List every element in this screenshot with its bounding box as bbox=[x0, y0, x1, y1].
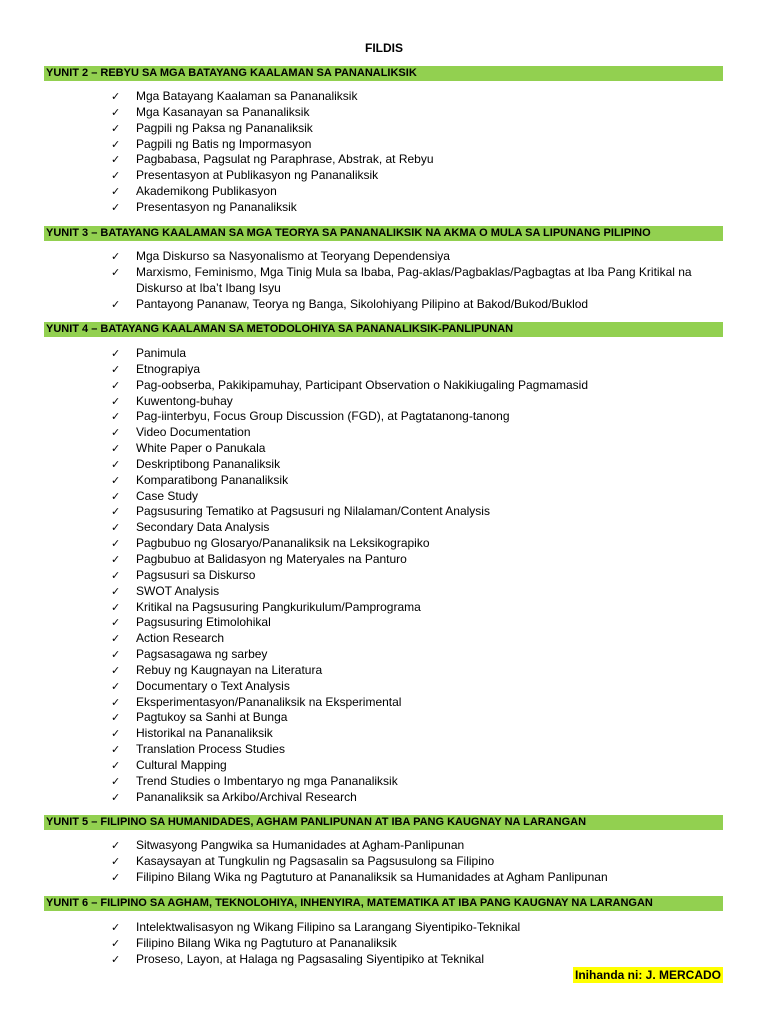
list-item-label: White Paper o Panukala bbox=[136, 441, 266, 456]
list-item-label: Deskriptibong Pananaliksik bbox=[136, 456, 281, 471]
list-item bbox=[111, 758, 723, 774]
checkmark-icon: ✓ bbox=[111, 663, 121, 677]
checkmark-icon: ✓ bbox=[111, 394, 121, 408]
list-item-label: Kasaysayan at Tungkulin ng Pagsasalin sa Pagsusulong sa Filipino bbox=[136, 853, 495, 868]
list-item bbox=[111, 663, 723, 679]
list-item-label: Etnograpiya bbox=[136, 361, 201, 376]
list-item bbox=[111, 249, 723, 265]
list-item-label: Sitwasyong Pangwika sa Humanidades at Agham-Panlipunan bbox=[136, 838, 465, 852]
list-item bbox=[111, 710, 723, 726]
list-item bbox=[111, 679, 723, 695]
list-item-label: Presentasyon at Publikasyon ng Pananaliksik bbox=[136, 168, 379, 183]
list-item-label: Kritikal na Pagsusuring Pangkurikulum/Pamprograma bbox=[136, 599, 421, 614]
list-item bbox=[111, 790, 723, 806]
checkmark-icon: ✓ bbox=[111, 711, 121, 725]
list-item-label: Pagsusuring Etimolohikal bbox=[136, 615, 271, 630]
list-item bbox=[111, 297, 723, 313]
list-item bbox=[111, 838, 723, 854]
list-item-label: Pagbubuo ng Glosaryo/Pananaliksik na Leksikograpiko bbox=[136, 536, 430, 551]
checkmark-icon: ✓ bbox=[111, 952, 121, 966]
list-item-label: SWOT Analysis bbox=[136, 583, 220, 598]
list-item bbox=[111, 631, 723, 647]
list-item bbox=[111, 89, 723, 105]
checkmark-icon: ✓ bbox=[111, 347, 121, 360]
checkmark-icon: ✓ bbox=[111, 679, 121, 693]
list-item-label: Pagsasagawa ng sarbey bbox=[136, 647, 268, 662]
checkmark-icon: ✓ bbox=[111, 921, 121, 934]
checkmark-icon: ✓ bbox=[111, 854, 121, 868]
list-item bbox=[111, 265, 723, 297]
list-item bbox=[111, 152, 723, 168]
list-item-label: Mga Batayang Kaalaman sa Pananaliksik bbox=[136, 89, 358, 103]
list-item-label: Panimula bbox=[136, 346, 187, 360]
list-item bbox=[111, 774, 723, 790]
checkmark-icon: ✓ bbox=[111, 521, 121, 535]
list-item-label: Pagpili ng Batis ng Impormasyon bbox=[136, 136, 312, 151]
list-item-label: Mga Diskurso sa Nasyonalismo at Teoryang Dependensiya bbox=[136, 249, 450, 263]
list-item bbox=[111, 489, 723, 505]
checkmark-icon: ✓ bbox=[111, 169, 121, 183]
checkmark-icon: ✓ bbox=[111, 695, 121, 709]
unit-4-list bbox=[111, 346, 723, 805]
list-item bbox=[111, 457, 723, 473]
unit-5-header: YUNIT 5 – FILIPINO SA HUMANIDADES, AGHAM PANLIPUNAN AT IBA PANG KAUGNAY NA LARANGAN bbox=[44, 815, 723, 830]
prepared-by-note: Inihanda ni: J. MERCADO bbox=[574, 968, 721, 982]
list-item-label: Cultural Mapping bbox=[136, 757, 227, 772]
checkmark-icon: ✓ bbox=[111, 426, 121, 440]
list-item-label: Komparatibong Pananaliksik bbox=[136, 472, 289, 487]
checkmark-icon: ✓ bbox=[111, 936, 121, 950]
list-item-label: Pag-iinterbyu, Focus Group Discussion (FGD), at Pagtatanong-tanong bbox=[136, 409, 510, 424]
checkmark-icon: ✓ bbox=[111, 457, 121, 471]
list-item bbox=[111, 952, 723, 968]
list-item bbox=[111, 600, 723, 616]
checkmark-icon: ✓ bbox=[111, 568, 121, 582]
list-item bbox=[111, 504, 723, 520]
checkmark-icon: ✓ bbox=[111, 153, 121, 167]
list-item bbox=[111, 346, 723, 362]
checkmark-icon: ✓ bbox=[111, 489, 121, 503]
list-item bbox=[111, 473, 723, 489]
checkmark-icon: ✓ bbox=[111, 265, 121, 279]
list-item bbox=[111, 409, 723, 425]
list-item-label: Historikal na Pananaliksik bbox=[136, 726, 273, 741]
checkmark-icon: ✓ bbox=[111, 105, 121, 119]
checkmark-icon: ✓ bbox=[111, 743, 121, 757]
list-item-label: Video Documentation bbox=[136, 425, 251, 440]
list-item bbox=[111, 870, 723, 886]
checkmark-icon: ✓ bbox=[111, 648, 121, 662]
list-item bbox=[111, 520, 723, 536]
list-item-label: Translation Process Studies bbox=[136, 742, 285, 757]
list-item bbox=[111, 568, 723, 584]
list-item-label: Case Study bbox=[136, 488, 199, 503]
list-item bbox=[111, 695, 723, 711]
unit-2-header: YUNIT 2 – REBYU SA MGA BATAYANG KAALAMAN SA PANANALIKSIK bbox=[44, 66, 723, 81]
checkmark-icon: ✓ bbox=[111, 442, 121, 456]
list-item bbox=[111, 854, 723, 870]
unit-6-list bbox=[111, 920, 723, 968]
list-item bbox=[111, 168, 723, 184]
list-item-label: Pagbubuo at Balidasyon ng Materyales na Panturo bbox=[136, 551, 407, 566]
checkmark-icon: ✓ bbox=[111, 600, 121, 614]
list-item bbox=[111, 615, 723, 631]
list-item bbox=[111, 425, 723, 441]
list-item-label: Intelektwalisasyon ng Wikang Filipino sa Larangang Siyentipiko-Teknikal bbox=[136, 920, 521, 934]
list-item bbox=[111, 936, 723, 952]
checkmark-icon: ✓ bbox=[111, 90, 121, 103]
list-item-label: Pananaliksik sa Arkibo/Archival Research bbox=[136, 789, 357, 804]
checkmark-icon: ✓ bbox=[111, 616, 121, 630]
list-item bbox=[111, 920, 723, 936]
list-item-label: Eksperimentasyon/Pananaliksik na Eksperimental bbox=[136, 694, 402, 709]
checkmark-icon: ✓ bbox=[111, 727, 121, 741]
list-item-label: Pag-oobserba, Pakikipamuhay, Participant Observation o Nakikiugaling Pagmamasid bbox=[136, 377, 589, 392]
checkmark-icon: ✓ bbox=[111, 774, 121, 788]
checkmark-icon: ✓ bbox=[111, 250, 121, 263]
list-item-label: Secondary Data Analysis bbox=[136, 520, 270, 535]
list-item-label: Presentasyon ng Pananaliksik bbox=[136, 199, 297, 214]
list-item-label: Pantayong Pananaw, Teorya ng Banga, Sikolohiyang Pilipino at Bakod/Bukod/Buklod bbox=[136, 296, 589, 311]
list-item-label: Marxismo, Feminismo, Mga Tinig Mula sa Ibaba, Pag-aklas/Pagbaklas/Pagbagtas at Iba Pang Kritikal na Diskurso at Iba’t Ibang Isyu bbox=[136, 264, 692, 295]
checkmark-icon: ✓ bbox=[111, 758, 121, 772]
checkmark-icon: ✓ bbox=[111, 839, 121, 852]
list-item-label: Action Research bbox=[136, 631, 225, 646]
list-item-label: Rebuy ng Kaugnayan na Literatura bbox=[136, 662, 323, 677]
list-item-label: Documentary o Text Analysis bbox=[136, 678, 290, 693]
checkmark-icon: ✓ bbox=[111, 552, 121, 566]
list-item-label: Akademikong Publikasyon bbox=[136, 184, 277, 199]
list-item bbox=[111, 552, 723, 568]
list-item-label: Pagbabasa, Pagsulat ng Paraphrase, Abstrak, at Rebyu bbox=[136, 152, 434, 167]
checkmark-icon: ✓ bbox=[111, 632, 121, 646]
list-item-label: Filipino Bilang Wika ng Pagtuturo at Pananaliksik bbox=[136, 935, 397, 950]
list-item-label: Mga Kasanayan sa Pananaliksik bbox=[136, 104, 310, 119]
checkmark-icon: ✓ bbox=[111, 537, 121, 551]
list-item-label: Filipino Bilang Wika ng Pagtuturo at Pananaliksik sa Humanidades at Agham Panlipunan bbox=[136, 869, 608, 884]
unit-5-list bbox=[111, 838, 723, 886]
checkmark-icon: ✓ bbox=[111, 790, 121, 804]
list-item-label: Pagsusuring Tematiko at Pagsusuri ng Nilalaman/Content Analysis bbox=[136, 504, 490, 519]
list-item bbox=[111, 105, 723, 121]
list-item bbox=[111, 362, 723, 378]
checkmark-icon: ✓ bbox=[111, 121, 121, 135]
list-item bbox=[111, 378, 723, 394]
list-item-label: Pagpili ng Paksa ng Pananaliksik bbox=[136, 120, 313, 135]
list-item bbox=[111, 647, 723, 663]
list-item-label: Pagsusuri sa Diskurso bbox=[136, 567, 256, 582]
checkmark-icon: ✓ bbox=[111, 297, 121, 311]
checkmark-icon: ✓ bbox=[111, 200, 121, 214]
checkmark-icon: ✓ bbox=[111, 870, 121, 884]
list-item bbox=[111, 536, 723, 552]
list-item-label: Proseso, Layon, at Halaga ng Pagsasaling Siyentipiko at Teknikal bbox=[136, 951, 484, 966]
checkmark-icon: ✓ bbox=[111, 410, 121, 424]
unit-2-list bbox=[111, 89, 723, 216]
checkmark-icon: ✓ bbox=[111, 362, 121, 376]
checkmark-icon: ✓ bbox=[111, 505, 121, 519]
unit-3-header: YUNIT 3 – BATAYANG KAALAMAN SA MGA TEORYA SA PANANALIKSIK NA AKMA O MULA SA LIPUNANG PILIPINO bbox=[44, 226, 723, 241]
list-item bbox=[111, 441, 723, 457]
list-item bbox=[111, 394, 723, 410]
list-item bbox=[111, 121, 723, 137]
list-item bbox=[111, 742, 723, 758]
unit-6-header: YUNIT 6 – FILIPINO SA AGHAM, TEKNOLOHIYA, INHENYIRA, MATEMATIKA AT IBA PANG KAUGNAY NA LARANGAN bbox=[44, 896, 723, 911]
checkmark-icon: ✓ bbox=[111, 473, 121, 487]
checkmark-icon: ✓ bbox=[111, 137, 121, 151]
unit-4-header: YUNIT 4 – BATAYANG KAALAMAN SA METODOLOHIYA SA PANANALIKSIK-PANLIPUNAN bbox=[44, 322, 723, 337]
list-item-label: Kuwentong-buhay bbox=[136, 393, 233, 408]
list-item bbox=[111, 584, 723, 600]
list-item bbox=[111, 137, 723, 153]
checkmark-icon: ✓ bbox=[111, 378, 121, 392]
list-item bbox=[111, 726, 723, 742]
document-title: FILDIS bbox=[365, 41, 403, 55]
list-item bbox=[111, 184, 723, 200]
unit-3-list bbox=[111, 249, 723, 312]
checkmark-icon: ✓ bbox=[111, 185, 121, 199]
list-item-label: Pagtukoy sa Sanhi at Bunga bbox=[136, 710, 288, 725]
checkmark-icon: ✓ bbox=[111, 584, 121, 598]
list-item bbox=[111, 200, 723, 216]
list-item-label: Trend Studies o Imbentaryo ng mga Pananaliksik bbox=[136, 773, 398, 788]
